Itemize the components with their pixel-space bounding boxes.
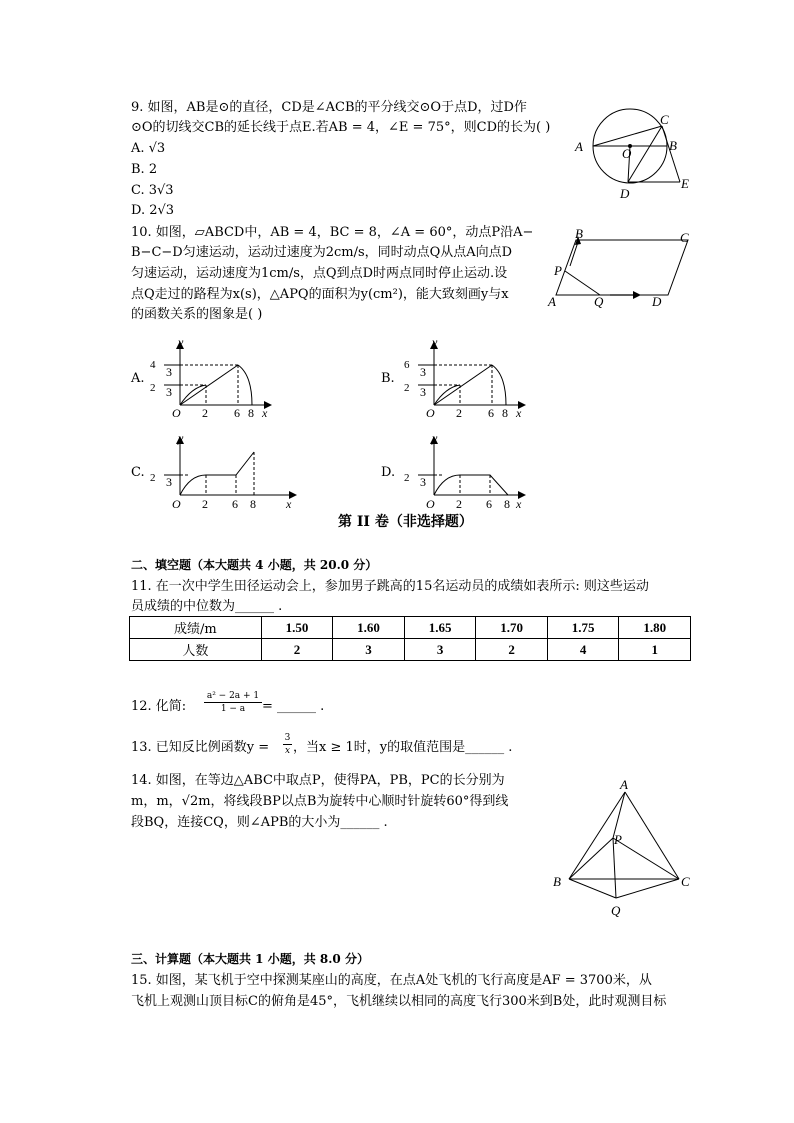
q12-suffix: = ______ . xyxy=(262,699,325,714)
q13-fraction xyxy=(283,732,292,757)
q10-graph-c-ylo: 2 xyxy=(150,472,156,484)
q10-graph-a-box-lo: 3 xyxy=(166,385,172,399)
q10-graph-a-ylabel: y xyxy=(178,335,184,349)
q10-graph-b-origin: O xyxy=(426,406,435,420)
q10-graph-d-tick-2: 2 xyxy=(456,497,462,511)
q10-graph-c xyxy=(150,430,300,515)
table-cell: 1.60 xyxy=(333,617,405,639)
q10-graph-b-box-hi: 3 xyxy=(420,365,426,379)
table-row xyxy=(130,639,691,661)
q10-graph-b-tick-2: 2 xyxy=(456,406,462,420)
q10-graph-c-box-lo: 3 xyxy=(166,475,172,489)
q13-numerator: 3 xyxy=(284,733,291,743)
q12-fraction xyxy=(204,690,262,715)
table-cell: 3 xyxy=(404,639,476,661)
table-header-score: 成绩/m xyxy=(130,617,262,639)
q11-score-table xyxy=(129,616,691,661)
q9-label-b: B xyxy=(669,138,677,153)
q15-line2: 飞机上观测山顶目标C的俯角是45°，飞机继续以相同的高度飞行300米到B处，此时观测目标 xyxy=(131,994,667,1009)
q10-label-d: D xyxy=(652,294,662,309)
table-cell: 1.70 xyxy=(476,617,548,639)
q14-label-a: A xyxy=(620,777,628,792)
q10-graph-d-origin: O xyxy=(426,497,435,511)
q10-graph-d-xlabel: x xyxy=(516,497,522,511)
table-cell: 1.65 xyxy=(404,617,476,639)
q9-line2: ⊙O的切线交CB的延长线于点E.若AB = 4，∠E = 75°，则CD的长为( ) xyxy=(131,120,551,135)
q11-line1: 11. 在一次中学生田径运动会上，参加男子跳高的15名运动员的成绩如表所示: 则这些运动 xyxy=(131,579,649,594)
q14-label-p: P xyxy=(614,832,622,847)
q10-graph-d-ylabel: y xyxy=(432,431,438,445)
q11-line2: 员成绩的中位数为______ . xyxy=(131,599,283,614)
q10-graph-c-xlabel: x xyxy=(286,497,292,511)
q10-graph-d-ylo: 2 xyxy=(404,472,410,484)
q10-graph-a-origin: O xyxy=(172,406,181,420)
table-header-count: 人数 xyxy=(130,639,262,661)
q10-line1: 10. 如图，▱ABCD中，AB = 4，BC = 8，∠A = 60°，动点P沿A− xyxy=(131,225,534,240)
q10-label-c: C xyxy=(680,230,689,245)
q10-graph-b-xlabel: x xyxy=(516,406,522,420)
q10-graph-b-tick-6: 6 xyxy=(488,406,494,420)
q10-graph-c-tick-6: 6 xyxy=(232,497,238,511)
q9-option-d: D. 2√3 xyxy=(131,203,175,218)
table-row xyxy=(130,617,691,639)
q10-label-p: P xyxy=(554,263,562,278)
q10-graph-a-option: A. xyxy=(131,371,145,386)
q10-graph-d-tick-6: 6 xyxy=(486,497,492,511)
table-cell: 1.80 xyxy=(619,617,691,639)
q10-graph-d-box-lo: 3 xyxy=(420,475,426,489)
q9-option-c: C. 3√3 xyxy=(131,183,174,198)
q9-circle-figure xyxy=(570,100,700,205)
q13-prefix: 13. 已知反比例函数y = xyxy=(131,740,270,755)
q10-graph-b-box-lo: 3 xyxy=(420,385,426,399)
q10-label-b: B xyxy=(575,226,583,241)
q10-graph-b-option: B. xyxy=(381,371,395,386)
q12-denominator: 1 − a xyxy=(220,704,246,714)
table-cell: 4 xyxy=(547,639,619,661)
q10-label-a: A xyxy=(548,294,556,309)
table-cell: 2 xyxy=(476,639,548,661)
q9-option-a: A. √3 xyxy=(131,141,166,156)
q10-line2: B−C−D匀速运动，运动过速度为2cm/s，同时动点Q从点A向点D xyxy=(131,245,513,260)
q12-numerator: a² − 2a + 1 xyxy=(204,690,262,703)
q10-graph-d-option: D. xyxy=(381,465,396,480)
q10-graph-d xyxy=(404,430,529,515)
q13-denominator: x xyxy=(284,746,291,756)
q10-graph-a-tick-8: 8 xyxy=(248,406,254,420)
q10-graph-d-tick-8: 8 xyxy=(504,497,510,511)
table-cell: 3 xyxy=(333,639,405,661)
q9-label-e: E xyxy=(681,176,689,191)
q10-graph-c-option: C. xyxy=(131,465,145,480)
q10-graph-a-tick-6: 6 xyxy=(234,406,240,420)
q9-label-o: O xyxy=(622,146,632,161)
q12-prefix: 12. 化简: xyxy=(131,699,187,714)
section2-title: 第 II 卷（非选择题） xyxy=(338,514,473,530)
q10-graph-b-ylo: 2 xyxy=(404,382,410,394)
q10-graph-b-ylabel: y xyxy=(432,335,438,349)
q9-label-c: C xyxy=(660,112,669,127)
q9-line1: 9. 如图，AB是⊙的直径，CD是∠ACB的平分线交⊙O于点D，过D作 xyxy=(131,100,527,115)
q10-graph-a-tick-2: 2 xyxy=(202,406,208,420)
q10-graph-c-tick-2: 2 xyxy=(202,497,208,511)
q15-line1: 15. 如图，某飞机于空中探测某座山的高度，在点A处飞机的飞行高度是AF = 3700米，从 xyxy=(131,973,652,988)
q14-line2: m，m，√2m，将线段BP以点B为旋转中心顺时针旋转60°得到线 xyxy=(131,794,509,809)
q10-graph-a-yhi: 4 xyxy=(150,359,156,371)
q10-graph-a xyxy=(150,335,275,420)
table-cell: 2 xyxy=(261,639,333,661)
q14-line3: 段BQ，连接CQ，则∠APB的大小为______ . xyxy=(131,815,388,830)
q14-line1: 14. 如图，在等边△ABC中取点P，使得PA，PB，PC的长分别为 xyxy=(131,773,505,788)
q13-suffix: ，当x ≥ 1时，y的取值范围是______ . xyxy=(293,740,513,755)
q10-graph-a-box-hi: 3 xyxy=(166,365,172,379)
q14-label-b: B xyxy=(553,874,561,889)
fill-in-header: 二、填空题（本大题共 4 小题，共 20.0 分） xyxy=(131,558,378,572)
q10-line5: 的函数关系的图象是( ) xyxy=(131,307,263,322)
calc-header: 三、计算题（本大题共 1 小题，共 8.0 分） xyxy=(131,952,369,966)
q10-graph-c-tick-8: 8 xyxy=(250,497,256,511)
q9-option-b: B. 2 xyxy=(131,162,158,177)
table-cell: 1.75 xyxy=(547,617,619,639)
q10-graph-b xyxy=(404,335,529,420)
q9-label-d: D xyxy=(620,186,630,201)
q10-parallelogram-figure xyxy=(548,228,698,308)
q14-label-c: C xyxy=(681,874,690,889)
q10-graph-c-origin: O xyxy=(172,497,181,511)
q10-line4: 点Q走过的路程为x(s)，△APQ的面积为y(cm²)，能大致刻画y与x xyxy=(131,287,509,302)
table-cell: 1 xyxy=(619,639,691,661)
q9-label-a: A xyxy=(575,139,583,154)
q10-line3: 匀速运动，运动速度为1cm/s，点Q到点D时两点同时停止运动.设 xyxy=(131,266,508,281)
table-cell: 1.50 xyxy=(261,617,333,639)
q10-graph-b-yhi: 6 xyxy=(404,359,410,371)
q10-graph-b-tick-8: 8 xyxy=(502,406,508,420)
q14-label-q: Q xyxy=(611,903,621,918)
q10-graph-a-xlabel: x xyxy=(262,406,268,420)
q10-graph-a-ylo: 2 xyxy=(150,382,156,394)
q14-triangle-figure xyxy=(550,778,700,920)
q10-label-q: Q xyxy=(594,294,604,309)
q10-graph-c-ylabel: y xyxy=(178,431,184,445)
